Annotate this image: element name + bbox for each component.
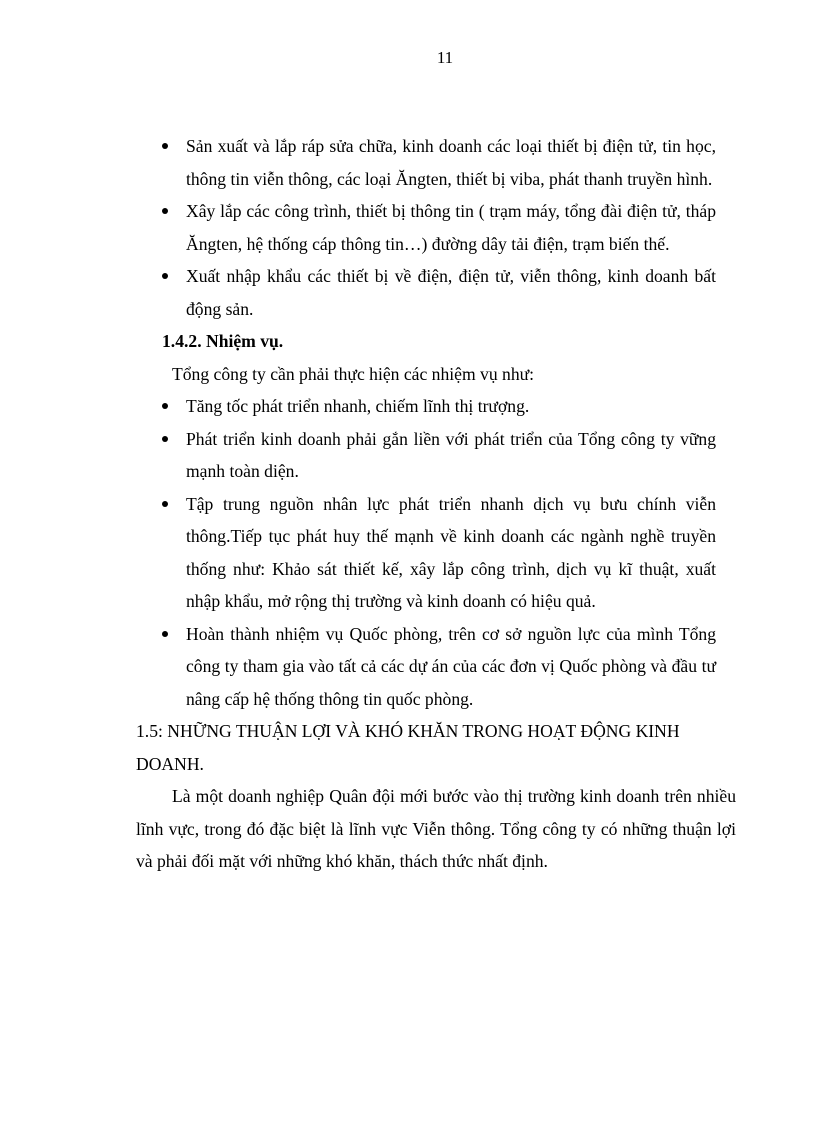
bullet-icon [162, 208, 168, 214]
section-paragraph: Là một doanh nghiệp Quân đội mới bước vào thị trường kinh doanh trên nhiều lĩnh vực, trong đó đặc biệt là lĩnh vực Viễn thông. Tổng công ty có những thuận lợi và phải đối mặt với những khó khăn, thách thức nhất định. [136, 786, 736, 871]
list-item [136, 195, 716, 260]
bullet-icon [162, 273, 168, 279]
document-body [136, 130, 736, 878]
section-heading-1-4-2: 1.4.2. Nhiệm vụ. [162, 331, 284, 351]
list-item-text: Sản xuất và lắp ráp sửa chữa, kinh doanh các loại thiết bị điện tử, tin học, thông tin viễn thông, các loại Ăngten, thiết bị viba, phát thanh truyền hình. [186, 136, 716, 189]
list-item-text: Tập trung nguồn nhân lực phát triển nhanh dịch vụ bưu chính viễn thông.Tiếp tục phát huy thế mạnh về kinh doanh các ngành nghề truyền thống như: Khảo sát thiết kế, xây lắp công trình, dịch vụ kĩ thuật, xuất nhập khẩu, mở rộng thị trường và kinh doanh có hiệu quả. [186, 493, 716, 611]
list-item [136, 488, 716, 618]
list-item-text: Xuất nhập khẩu các thiết bị về điện, điện tử, viễn thông, kinh doanh bất động sản. [186, 266, 716, 319]
list-item-text: Xây lắp các công trình, thiết bị thông tin ( trạm máy, tổng đài điện tử, tháp Ăngten, hệ thống cáp thông tin…) đường dây tải điện, trạm biến thế. [186, 201, 716, 254]
bullet-icon [162, 631, 168, 637]
section-heading-1-5: 1.5: NHỮNG THUẬN LỢI VÀ KHÓ KHĂN TRONG HOẠT ĐỘNG KINH DOANH. [136, 721, 680, 774]
list-item [136, 390, 716, 423]
list-item-text: Tăng tốc phát triển nhanh, chiếm lĩnh thị trượng. [186, 396, 530, 416]
list-item [136, 260, 716, 325]
list-item [136, 618, 716, 716]
page-number: 11 [436, 48, 454, 67]
list-item-text: Hoàn thành nhiệm vụ Quốc phòng, trên cơ sở nguồn lực của mình Tổng công ty tham gia vào tất cả các dự án của các đơn vị Quốc phòng và đầu tư nâng cấp hệ thống thông tin quốc phòng. [186, 623, 716, 709]
list-item [136, 423, 716, 488]
business-lines-list [136, 130, 736, 325]
bullet-icon [162, 143, 168, 149]
list-item [136, 130, 716, 195]
bullet-icon [162, 501, 168, 507]
tasks-list [136, 390, 736, 715]
list-item-text: Phát triển kinh doanh phải gắn liền với phát triển của Tổng công ty vững mạnh toàn diện. [186, 428, 716, 481]
bullet-icon [162, 403, 168, 409]
bullet-icon [162, 436, 168, 442]
section-intro: Tổng công ty cần phải thực hiện các nhiệm vụ như: [172, 363, 535, 384]
